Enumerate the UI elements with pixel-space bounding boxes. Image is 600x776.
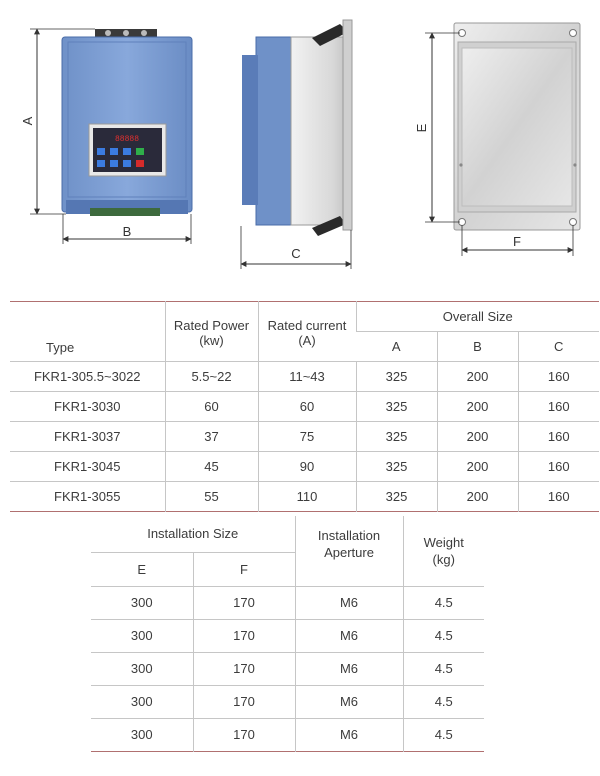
cell-a: 325 xyxy=(356,452,437,482)
cell-c: 160 xyxy=(518,482,599,512)
cell-power: 5.5~22 xyxy=(165,362,258,392)
header-overall-size: Overall Size xyxy=(356,302,599,332)
cell-a: 325 xyxy=(356,362,437,392)
cell-b: 200 xyxy=(437,362,518,392)
cell-current: 11~43 xyxy=(258,362,356,392)
header-c: C xyxy=(518,332,599,362)
cell-b: 200 xyxy=(437,482,518,512)
cell-f: 170 xyxy=(193,718,295,751)
header-installation-size: Installation Size xyxy=(147,526,239,542)
control-panel xyxy=(89,124,166,176)
cell-e: 300 xyxy=(91,586,193,619)
cell-aperture: M6 xyxy=(295,619,403,652)
header-e: E xyxy=(91,552,193,586)
front-view xyxy=(20,29,192,244)
header-rated-power: Rated Power (kw) xyxy=(165,302,258,362)
cell-power: 55 xyxy=(165,482,258,512)
table-row xyxy=(91,586,484,619)
cell-type: FKR1-305.5~3022 xyxy=(10,362,165,392)
cell-type: FKR1-3045 xyxy=(10,452,165,482)
cell-c: 160 xyxy=(518,422,599,452)
cell-type: FKR1-3037 xyxy=(10,422,165,452)
cell-power: 45 xyxy=(165,452,258,482)
cell-b: 200 xyxy=(437,452,518,482)
cell-e: 300 xyxy=(91,619,193,652)
cell-e: 300 xyxy=(91,652,193,685)
cell-f: 170 xyxy=(193,586,295,619)
table-row xyxy=(10,452,599,482)
cell-aperture: M6 xyxy=(295,652,403,685)
cell-weight: 4.5 xyxy=(403,685,484,718)
header-aperture: Installation Aperture xyxy=(295,516,403,586)
cell-weight: 4.5 xyxy=(403,619,484,652)
mounting-view xyxy=(414,23,580,256)
cell-c: 160 xyxy=(518,452,599,482)
cell-c: 160 xyxy=(518,392,599,422)
table-row xyxy=(10,362,599,392)
table-row xyxy=(91,652,484,685)
cell-e: 300 xyxy=(91,718,193,751)
header-b: B xyxy=(437,332,518,362)
cell-b: 200 xyxy=(437,422,518,452)
header-type: Type xyxy=(46,340,75,355)
cell-current: 60 xyxy=(258,392,356,422)
cell-power: 37 xyxy=(165,422,258,452)
table-row xyxy=(10,482,599,512)
header-a: A xyxy=(356,332,437,362)
cell-aperture: M6 xyxy=(295,586,403,619)
cell-current: 90 xyxy=(258,452,356,482)
cell-power: 60 xyxy=(165,392,258,422)
installation-table xyxy=(91,516,484,752)
cell-type: FKR1-3055 xyxy=(10,482,165,512)
dim-f-label: F xyxy=(513,234,521,249)
table-row xyxy=(91,619,484,652)
overall-size-table xyxy=(10,301,599,512)
cell-aperture: M6 xyxy=(295,718,403,751)
table-row xyxy=(10,392,599,422)
cell-a: 325 xyxy=(356,392,437,422)
cell-a: 325 xyxy=(356,482,437,512)
header-rated-current: Rated current (A) xyxy=(258,302,356,362)
cell-current: 75 xyxy=(258,422,356,452)
cell-type: FKR1-3030 xyxy=(10,392,165,422)
side-view xyxy=(241,20,352,269)
table-row xyxy=(91,685,484,718)
cell-a: 325 xyxy=(356,422,437,452)
dimension-drawings xyxy=(0,0,600,290)
cell-f: 170 xyxy=(193,652,295,685)
dim-c-label: C xyxy=(291,246,301,261)
table-row xyxy=(91,718,484,751)
cell-f: 170 xyxy=(193,619,295,652)
cell-current: 110 xyxy=(258,482,356,512)
cell-aperture: M6 xyxy=(295,685,403,718)
dim-a-label: A xyxy=(20,116,35,126)
cell-b: 200 xyxy=(437,392,518,422)
cell-c: 160 xyxy=(518,362,599,392)
header-f: F xyxy=(193,552,295,586)
cell-weight: 4.5 xyxy=(403,652,484,685)
cell-weight: 4.5 xyxy=(403,718,484,751)
cell-e: 300 xyxy=(91,685,193,718)
dim-e-label: E xyxy=(414,123,429,133)
display-digits: 88888 xyxy=(115,135,140,144)
dim-b-label: B xyxy=(122,224,132,239)
cell-f: 170 xyxy=(193,685,295,718)
table-row xyxy=(10,422,599,452)
header-weight: Weight (kg) xyxy=(403,516,484,586)
cell-weight: 4.5 xyxy=(403,586,484,619)
